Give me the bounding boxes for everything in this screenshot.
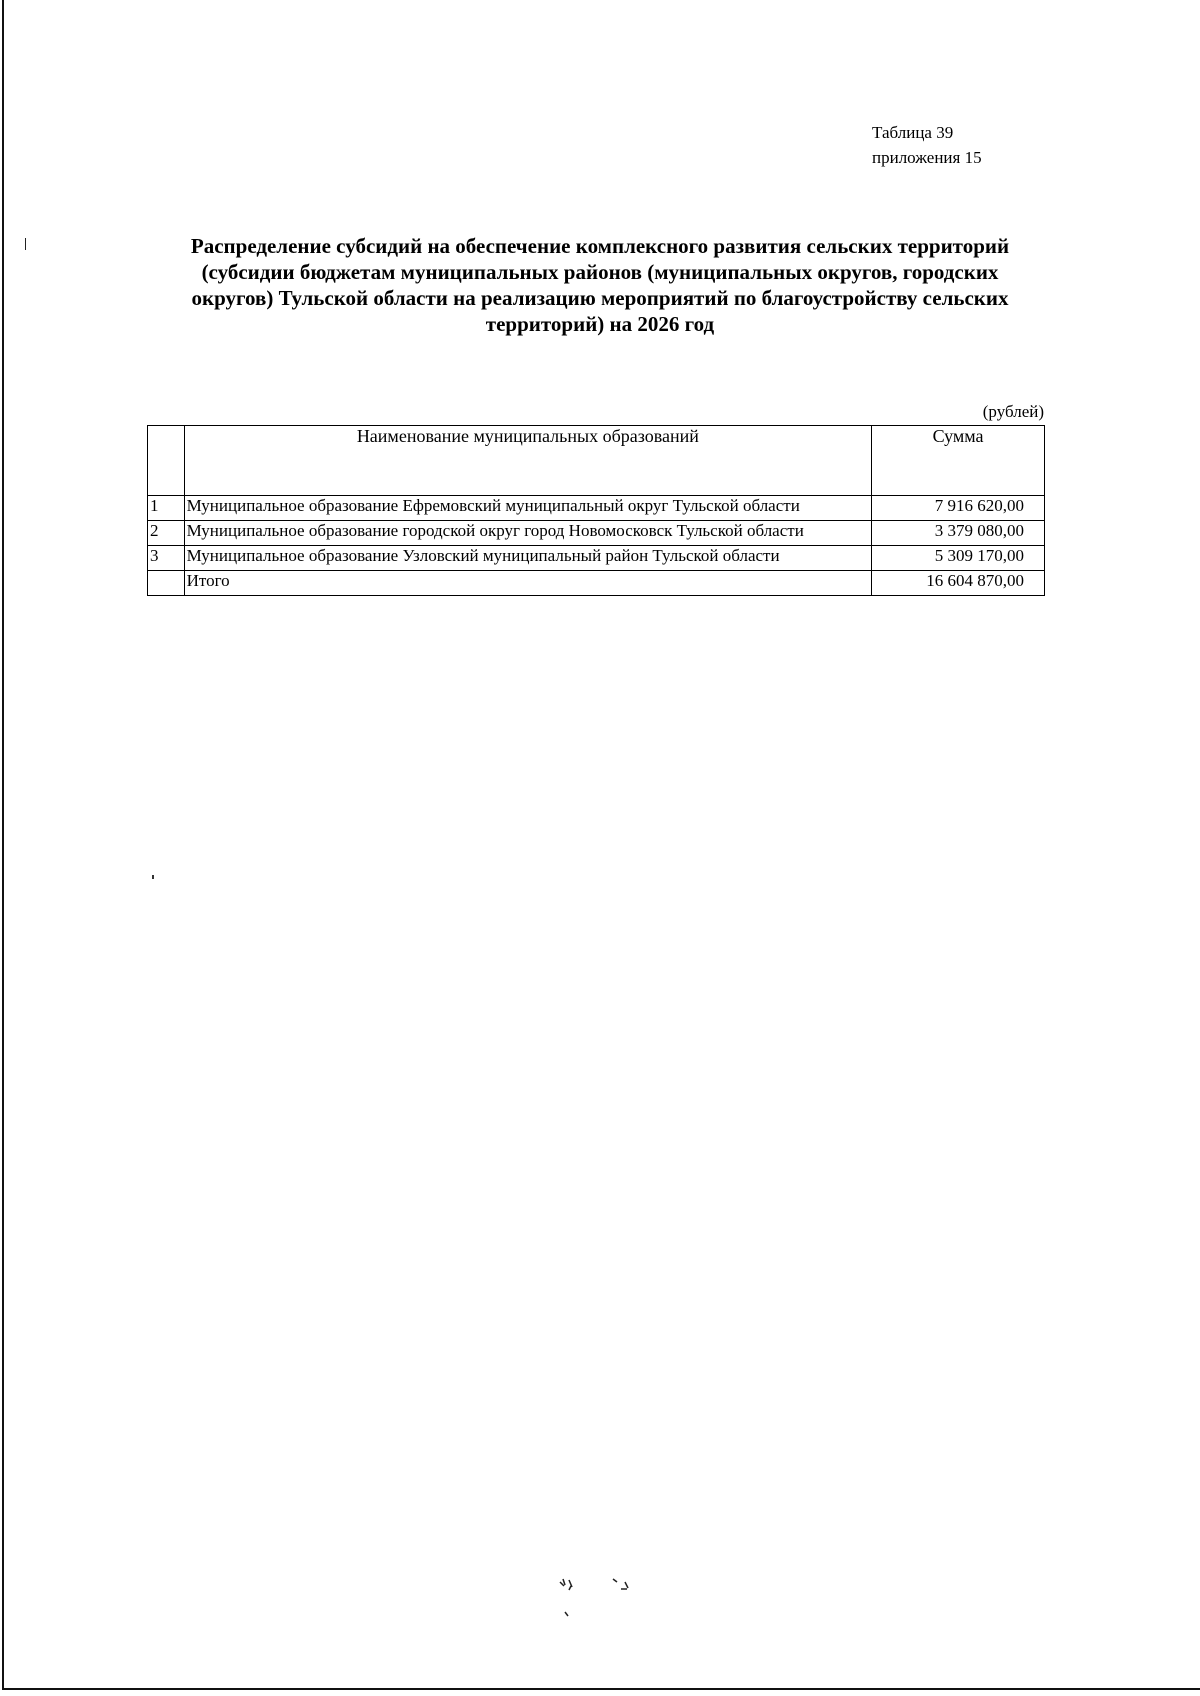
scan-artifact-smudge [555, 1576, 655, 1626]
document-title: Распределение субсидий на обеспечение комплексного развития сельских территорий (субсидии бюджетам муниципальных районов (муниципальных округов, городских округов) Тульской области на реализацию мероприятий по благоустройству сельских территорий) на 2026 год [190, 234, 1010, 336]
scan-border-bottom [2, 1688, 1200, 1690]
table-number: Таблица 39 [872, 123, 954, 142]
scan-border-left [2, 0, 4, 1690]
total-label: Итого [184, 571, 871, 596]
table-row [148, 496, 1045, 521]
scan-artifact-dot [152, 875, 154, 879]
table-total-row [148, 571, 1045, 596]
header-number-cell [148, 426, 185, 496]
table-reference [872, 120, 982, 170]
row-number: 2 [148, 521, 185, 546]
appendix-number: приложения 15 [872, 148, 982, 167]
row-sum: 7 916 620,00 [872, 496, 1045, 521]
units-label: (рублей) [982, 402, 1044, 421]
total-sum: 16 604 870,00 [872, 571, 1045, 596]
row-name: Муниципальное образование Узловский муниципальный район Тульской области [184, 546, 871, 571]
row-number: 1 [148, 496, 185, 521]
row-name: Муниципальное образование Ефремовский муниципальный округ Тульской области [184, 496, 871, 521]
table-row [148, 546, 1045, 571]
row-sum: 5 309 170,00 [872, 546, 1045, 571]
table-row [148, 521, 1045, 546]
scan-artifact-mark [25, 238, 26, 250]
row-sum: 3 379 080,00 [872, 521, 1045, 546]
row-name: Муниципальное образование городской округ город Новомосковск Тульской области [184, 521, 871, 546]
distribution-table [147, 425, 1045, 596]
header-sum-cell: Сумма [872, 426, 1045, 496]
total-number-cell [148, 571, 185, 596]
header-name-cell: Наименование муниципальных образований [184, 426, 871, 496]
table-header-row [148, 426, 1045, 496]
row-number: 3 [148, 546, 185, 571]
